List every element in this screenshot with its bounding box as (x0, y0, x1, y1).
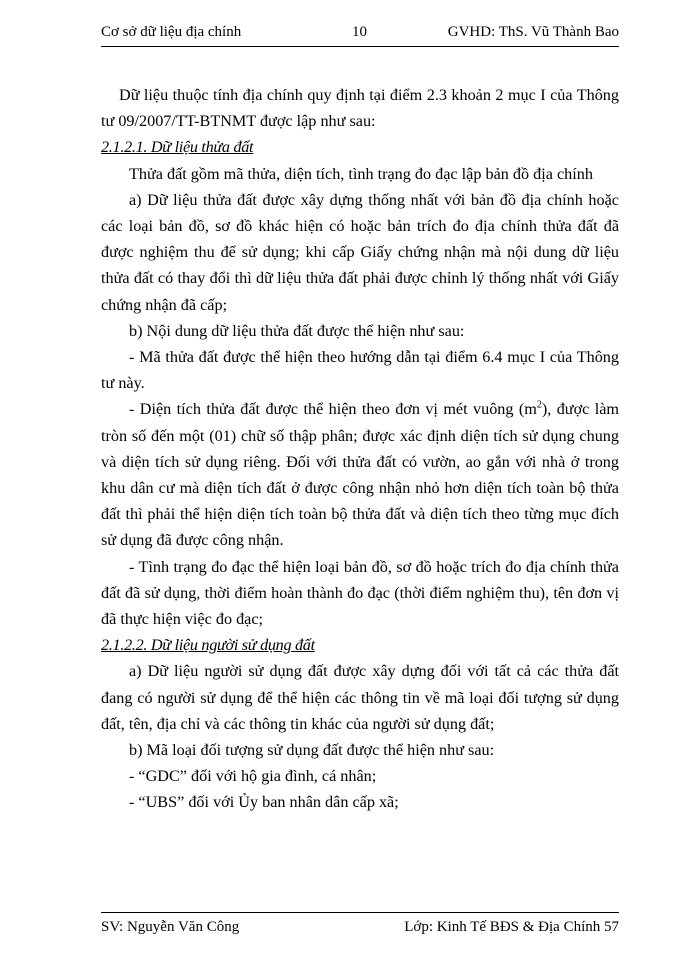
area-superscript: 2 (536, 400, 542, 412)
section-heading-parcel-data: 2.1.2.1. Dữ liệu thửa đất (101, 138, 254, 157)
parcel-paragraph-1: Thửa đất gồm mã thửa, diện tích, tình trạng đo đạc lập bản đồ địa chính (129, 164, 593, 183)
area-text-after: ), được làm tròn số đến một (01) chữ số thập phân; được xác định diện tích sử dụng chung và diện tích sử dụng riêng. Đối với thửa đất có vườn, ao gắn với nhà ở trong khu dân cư mà diện tích đất ở được công nhận nhỏ hơn diện tích toàn bộ thửa đất thì phải thể hiện diện tích toàn bộ thửa đất và diện tích theo từng mục đích sử dụng đã được công nhận. (101, 400, 619, 550)
section-heading-land-user-data: 2.1.2.2. Dữ liệu người sử dụng đất (101, 636, 315, 655)
parcel-paragraph-2: a) Dữ liệu thửa đất được xây dựng thống nhất với bản đồ địa chính hoặc các loại bản đồ, sơ đồ khác hiện có hoặc bản trích đo địa chính thửa đất đã được nghiệm thu để sử dụng; khi cấp Giấy chứng nhận mà nội dung dữ liệu thửa đất có thay đổi thì dữ liệu thửa đất phải được chỉnh lý thống nhất với Giấy chứng nhận đã cấp; (101, 190, 619, 314)
parcel-paragraph-6: - Tình trạng đo đạc thể hiện loại bản đồ, sơ đồ hoặc trích đo địa chính thửa đất đã sử dụng, thời điểm hoàn thành đo đạc (thời điểm nghiệm thu), tên đơn vị đã thực hiện việc đo đạc; (101, 557, 619, 629)
parcel-paragraph-4: - Mã thửa đất được thể hiện theo hướng dẫn tại điểm 6.4 mục I của Thông tư này. (101, 348, 619, 393)
header-page-number: 10 (352, 24, 367, 40)
page-footer (101, 912, 619, 941)
intro-paragraph: Dữ liệu thuộc tính địa chính quy định tại điểm 2.3 khoản 2 mục I của Thông tư 09/2007/TT-BTNMT được lập như sau: (101, 86, 619, 131)
page-header (101, 22, 619, 47)
footer-class: Lớp: Kinh Tế BĐS & Địa Chính 57 (404, 919, 619, 935)
user-paragraph-1: a) Dữ liệu người sử dụng đất được xây dựng đối với tất cả các thửa đất đang có người sử dụng để thể hiện các thông tin về mã loại đối tượng sử dụng đất, tên, địa chỉ và các thông tin khác của người sử dụng đất; (101, 662, 619, 733)
header-course-title: Cơ sở dữ liệu địa chính (101, 24, 242, 40)
footer-student: SV: Nguyễn Văn Công (101, 919, 240, 935)
parcel-paragraph-3: b) Nội dung dữ liệu thửa đất được thể hiện như sau: (129, 321, 465, 340)
area-text-before: - Diện tích thửa đất được thể hiện theo đơn vị mét vuông (m (129, 400, 537, 419)
user-paragraph-4: - “UBS” đối với Ủy ban nhân dân cấp xã; (129, 793, 399, 812)
header-instructor: GVHD: ThS. Vũ Thành Bao (447, 24, 619, 40)
parcel-paragraph-5 (101, 396, 619, 553)
user-paragraph-3: - “GDC” đối với hộ gia đình, cá nhân; (129, 767, 377, 786)
user-paragraph-2: b) Mã loại đối tượng sử dụng đất được thể hiện như sau: (129, 741, 495, 760)
page-body (101, 82, 619, 816)
